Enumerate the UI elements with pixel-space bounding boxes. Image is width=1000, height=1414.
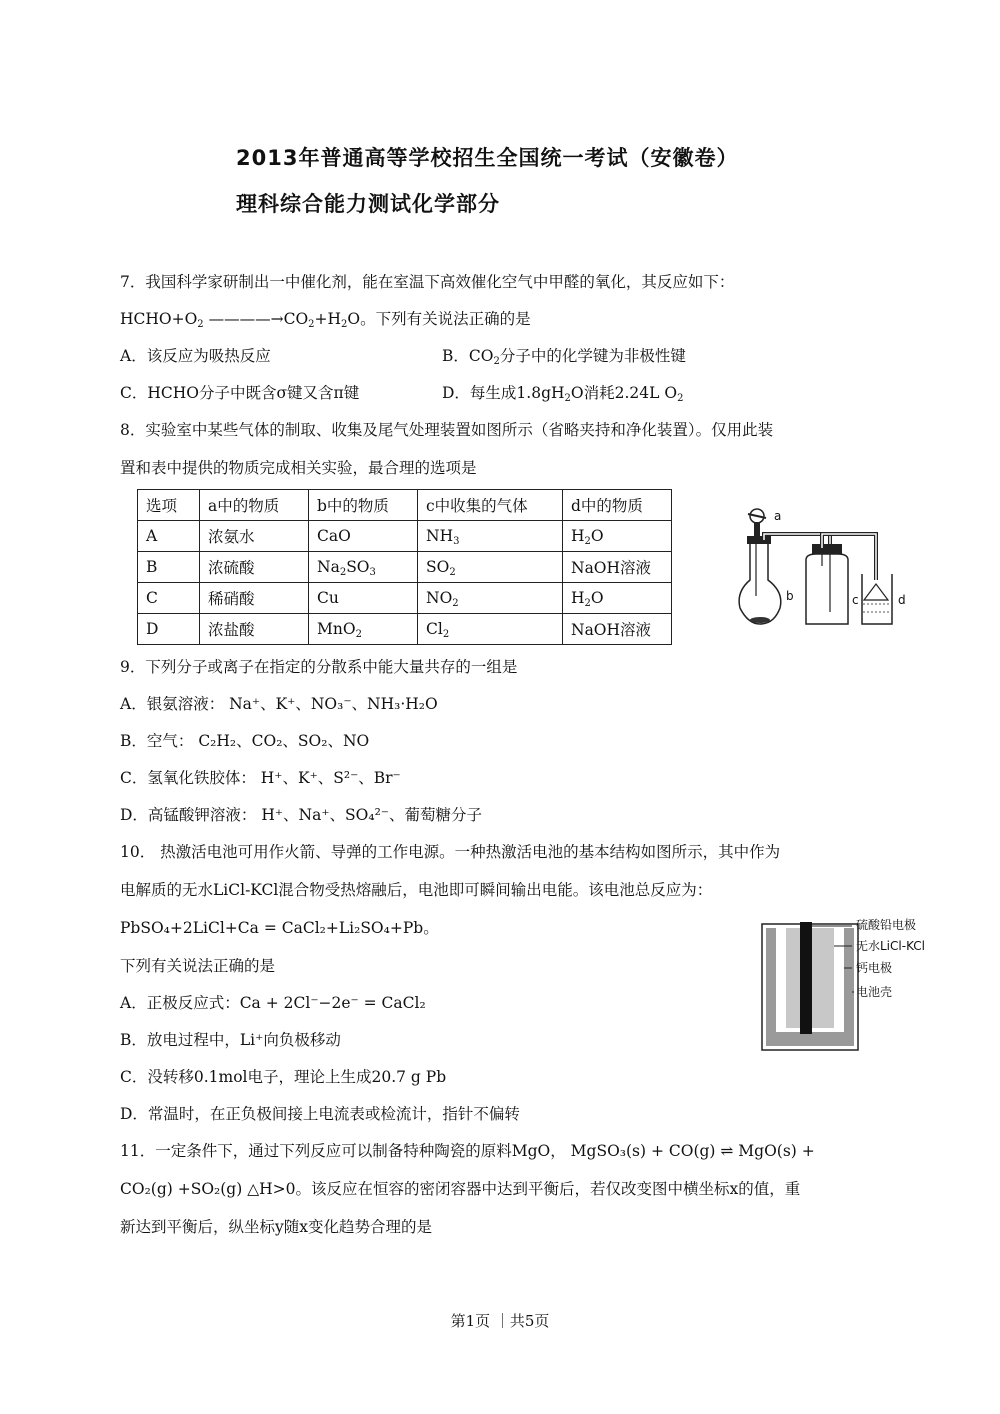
- table-header-cell: c中收集的气体: [418, 490, 563, 521]
- q11-line-3: 新达到平衡后，纵坐标y随x变化趋势合理的是: [120, 1218, 432, 1236]
- label-licl-kcl: 无水LiCl-KCl: [856, 939, 925, 953]
- table-cell: $SO_2$: [418, 552, 563, 583]
- table-cell: D: [138, 614, 200, 645]
- q8-stem-1: 8．实验室中某些气体的制取、收集及尾气处理装置如图所示（省略夹持和净化装置）。仅用此装: [120, 421, 774, 439]
- table-header-cell: 选项: [138, 490, 200, 521]
- q9-option-a: A．银氨溶液： Na⁺、K⁺、NO₃⁻、NH₃·H₂O: [120, 695, 438, 713]
- q10-option-b: B．放电过程中，Li⁺向负极移动: [120, 1031, 341, 1049]
- table-row: [138, 583, 672, 614]
- q7-reaction: $HCHO+O_2$ $————\to CO_2+H_2O$。下列有关说法正确的是: [120, 310, 531, 330]
- q8-options-table: [137, 489, 672, 645]
- q11-line-1: 11．一定条件下，通过下列反应可以制备特种陶瓷的原料MgO， MgSO₃(s) + CO(g) ⇌ MgO(s) +: [120, 1142, 815, 1160]
- q7-option-a: A．该反应为吸热反应: [120, 347, 271, 365]
- table-cell: 稀硝酸: [200, 583, 309, 614]
- q7-stem: 7．我国科学家研制出一中催化剂，能在室温下高效催化空气中甲醛的氧化，其反应如下：: [120, 273, 735, 291]
- q9-option-c: C．氢氧化铁胶体： H⁺、K⁺、S²⁻、Br⁻: [120, 769, 401, 787]
- q10-option-c: C．没转移0.1mol电子，理论上生成20.7 g Pb: [120, 1068, 447, 1086]
- label-b: b: [786, 589, 794, 603]
- table-cell: $Na_2SO_3$: [309, 552, 418, 583]
- q10-reaction: PbSO₄+2LiCl+Ca = CaCl₂+Li₂SO₄+Pb。: [120, 919, 439, 937]
- q7-option-b: B．$CO_2$分子中的化学键为非极性键: [442, 347, 686, 367]
- table-cell: 浓盐酸: [200, 614, 309, 645]
- q11-line-2: CO₂(g) +SO₂(g) △H>0。该反应在恒容的密闭容器中达到平衡后，若仅改变图中横坐标x的值，重: [120, 1180, 801, 1198]
- label-calcium-electrode: 钙电极: [856, 961, 893, 975]
- q10-stem-2: 电解质的无水LiCl-KCl混合物受热熔融后，电池即可瞬间输出电能。该电池总反应为：: [120, 881, 713, 899]
- label-d: d: [898, 593, 906, 607]
- exam-title: 2013年普通高等学校招生全国统一考试（安徽卷）: [236, 146, 739, 170]
- table-cell: Cu: [309, 583, 418, 614]
- battery-diagram: [752, 912, 952, 1054]
- q7-option-d: D．每生成$1.8gH_2O$消耗2.24L $O_2$: [442, 384, 684, 404]
- table-cell: C: [138, 583, 200, 614]
- table-cell: $NO_2$: [418, 583, 563, 614]
- table-cell: $NH_3$: [418, 521, 563, 552]
- label-a: a: [774, 509, 782, 523]
- table-cell: $H_2O$: [563, 583, 672, 614]
- gas-apparatus-diagram: [730, 500, 920, 635]
- exam-subtitle: 理科综合能力测试化学部分: [236, 192, 500, 216]
- page-footer: 第1页 ｜共5页: [450, 1312, 550, 1330]
- table-cell: CaO: [309, 521, 418, 552]
- table-row: [138, 521, 672, 552]
- table-cell: A: [138, 521, 200, 552]
- table-header-cell: a中的物质: [200, 490, 309, 521]
- table-cell: 浓硫酸: [200, 552, 309, 583]
- q10-option-a: A．正极反应式：Ca + 2Cl⁻−2e⁻ = CaCl₂: [120, 994, 426, 1012]
- table-cell: NaOH溶液: [563, 614, 672, 645]
- table-cell: $H_2O$: [563, 521, 672, 552]
- table-cell: $Cl_2$: [418, 614, 563, 645]
- table-row: [138, 614, 672, 645]
- table-header-cell: d中的物质: [563, 490, 672, 521]
- table-header-row: [138, 490, 672, 521]
- q9-option-b: B．空气： C₂H₂、CO₂、SO₂、NO: [120, 732, 370, 750]
- q9-option-d: D．高锰酸钾溶液： H⁺、Na⁺、SO₄²⁻、葡萄糖分子: [120, 806, 482, 824]
- q7-option-c: C．HCHO分子中既含σ键又含π键: [120, 384, 360, 402]
- q8-stem-2: 置和表中提供的物质完成相关实验，最合理的选项是: [120, 459, 477, 477]
- table-cell: NaOH溶液: [563, 552, 672, 583]
- table-row: [138, 552, 672, 583]
- q10-option-d: D．常温时，在正负极间接上电流表或检流计，指针不偏转: [120, 1105, 520, 1123]
- label-c: c: [852, 593, 859, 607]
- q9-stem: 9．下列分子或离子在指定的分散系中能大量共存的一组是: [120, 658, 518, 676]
- q10-stem-1: 10． 热激活电池可用作火箭、导弹的工作电源。一种热激活电池的基本结构如图所示，其中作为: [120, 843, 781, 861]
- label-battery-shell: 电池壳: [856, 985, 893, 999]
- table-header-cell: b中的物质: [309, 490, 418, 521]
- table-cell: MnO$_2$: [309, 614, 418, 645]
- table-cell: 浓氨水: [200, 521, 309, 552]
- table-cell: B: [138, 552, 200, 583]
- q10-prompt: 下列有关说法正确的是: [120, 957, 276, 975]
- label-lead-sulfate-electrode: 硫酸铅电极: [856, 918, 917, 932]
